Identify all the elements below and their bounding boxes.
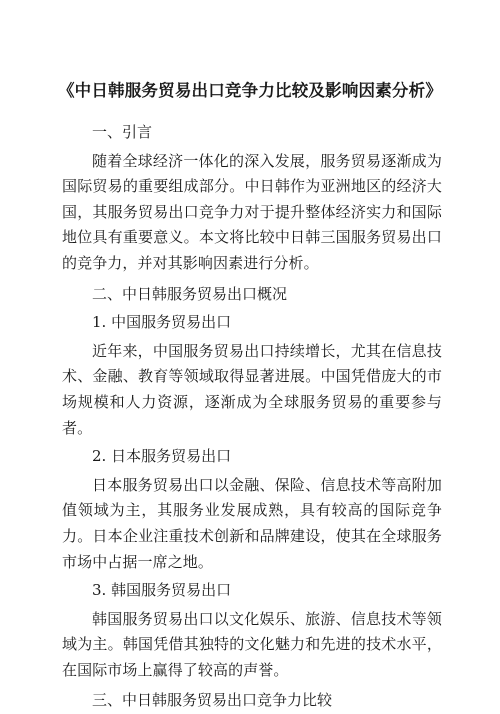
subsection-heading-japan: 2. 日本服务贸易出口 <box>92 447 232 466</box>
section-heading-overview: 二、中日韩服务贸易出口概况 <box>92 284 288 303</box>
section-heading-introduction: 一、引言 <box>92 123 153 141</box>
subsection-heading-korea: 3. 韩国服务贸易出口 <box>92 581 232 600</box>
document-body <box>62 120 442 714</box>
introduction-paragraph: 随着全球经济一体化的深入发展，服务贸易逐渐成为国际贸易的重要组成部分。中日韩作为亚洲地区的经济大国，其服务贸易出口竞争力对于提升整体经济实力和国际地位具有重要意义。本文将比较中日韩三国服务贸易出口的竞争力，并对其影响因素进行分析。 <box>62 151 442 272</box>
japan-paragraph: 日本服务贸易出口以金融、保险、信息技术等高附加值领域为主，其服务业发展成熟，具有较高的国际竞争力。日本企业注重技术创新和品牌建设，使其在全球服务市场中占据一席之地。 <box>62 475 442 571</box>
korea-paragraph: 韩国服务贸易出口以文化娱乐、旅游、信息技术等领域为主。韩国凭借其独特的文化魅力和先进的技术水平，在国际市场上赢得了较高的声誉。 <box>62 609 442 679</box>
document-title: 《中日韩服务贸易出口竞争力比较及影响因素分析》 <box>57 81 443 100</box>
china-paragraph: 近年来，中国服务贸易出口持续增长，尤其在信息技术、金融、教育等领域取得显著进展。中国凭借庞大的市场规模和人力资源，逐渐成为全球服务贸易的重要参与者。 <box>62 341 442 437</box>
subsection-heading-china: 1. 中国服务贸易出口 <box>92 313 232 332</box>
section-heading-comparison: 三、中日韩服务贸易出口竞争力比较 <box>92 691 333 710</box>
